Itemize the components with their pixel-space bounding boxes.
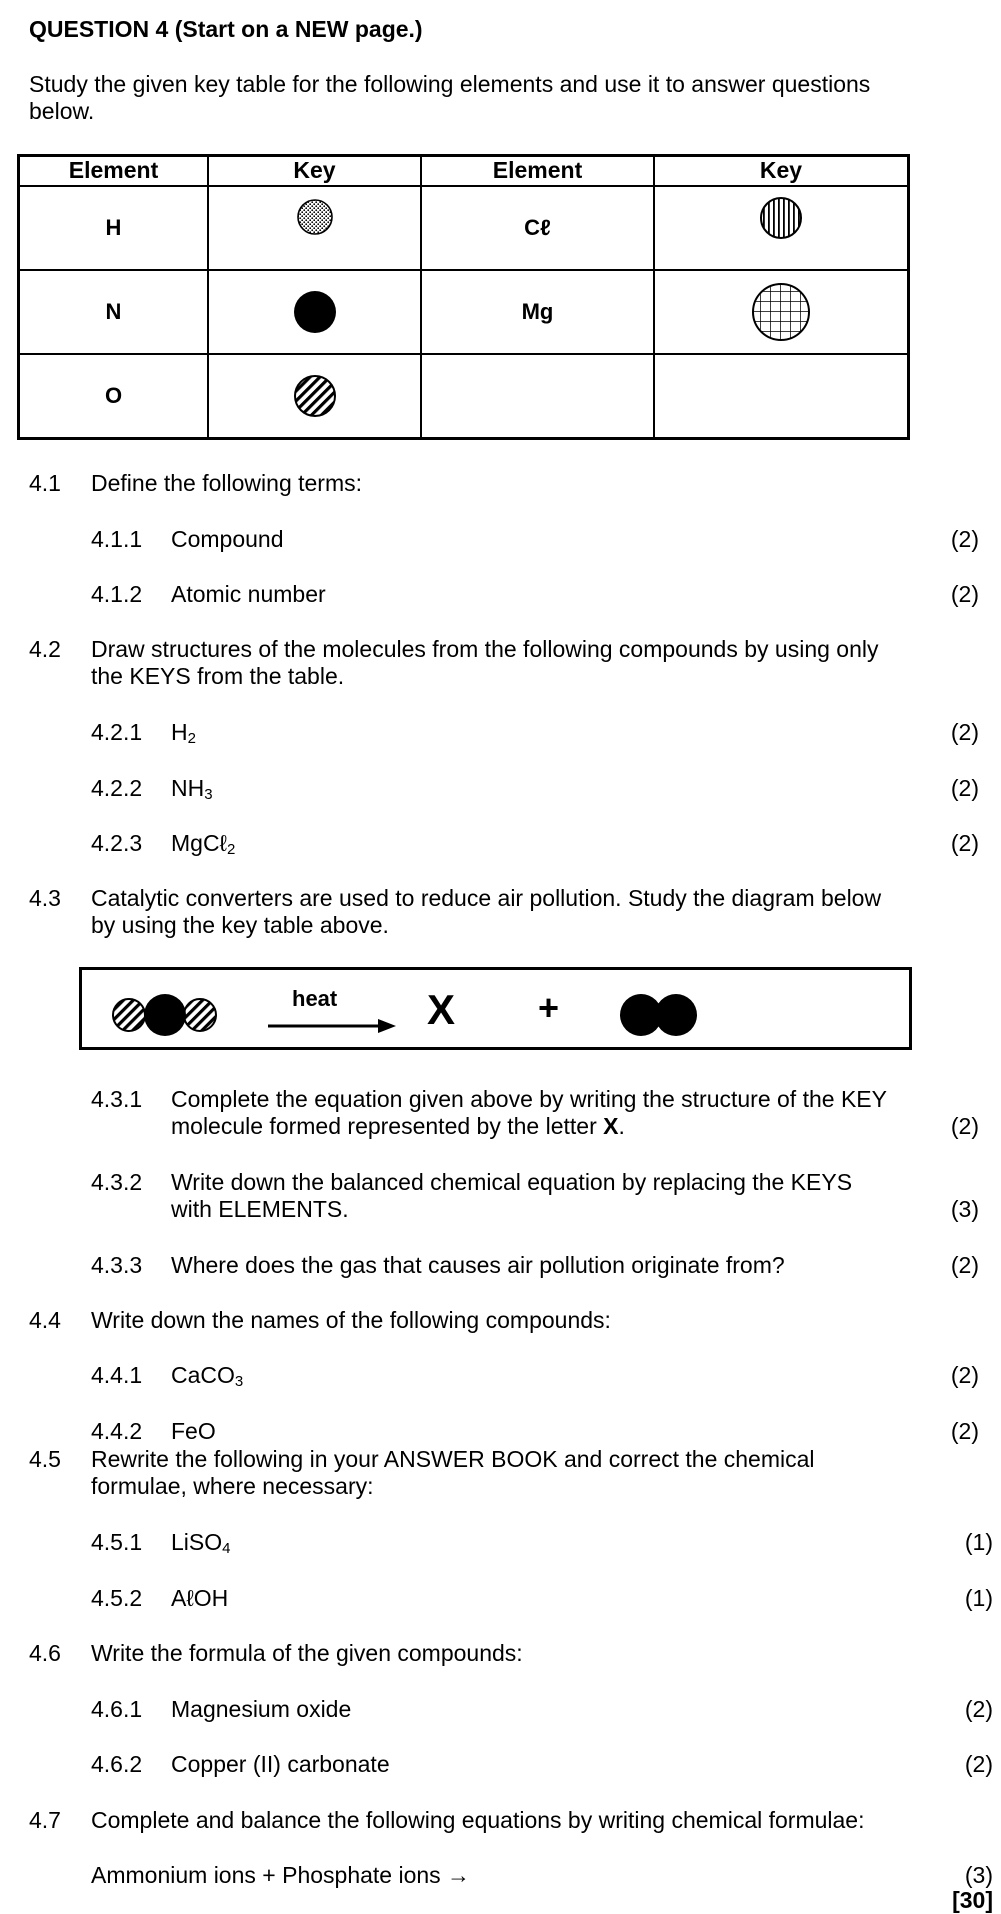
empty-key-cell: [654, 354, 909, 439]
subquestion-number: 4.1.2: [91, 581, 143, 607]
formula: LiSO$_4$: [171, 1529, 231, 1557]
element-o: O: [19, 354, 209, 439]
key-magnesium: [654, 270, 909, 354]
reaction-drawing: [82, 970, 909, 1047]
question-number: 4.7: [29, 1807, 61, 1833]
element-mg: Mg: [421, 270, 654, 354]
subquestion-number: 4.2.2: [91, 775, 143, 801]
total-marks: [30]: [952, 1887, 993, 1913]
question-number: 4.5: [29, 1446, 61, 1472]
header-key-2: Key: [654, 156, 909, 187]
question-title: QUESTION 4 (Start on a NEW page.): [29, 16, 423, 42]
question-text: Write the formula of the given compounds:: [91, 1640, 523, 1666]
header-element-1: Element: [19, 156, 209, 187]
mark-allocation: (2): [964, 1751, 993, 1777]
mark-allocation: (1): [964, 1529, 993, 1555]
subquestion-number: 4.2.1: [91, 719, 143, 745]
subquestion-text: Where does the gas that causes air pollution originate from?: [171, 1252, 785, 1278]
mark-allocation: (2): [950, 526, 979, 552]
subquestion-text: Compound: [171, 526, 284, 552]
mark-allocation: (2): [964, 1696, 993, 1722]
question-number: 4.4: [29, 1307, 61, 1333]
subquestion-number: 4.4.2: [91, 1418, 143, 1444]
subquestion-number: 4.6.2: [91, 1751, 143, 1777]
question-text: Define the following terms:: [91, 470, 363, 496]
reaction-condition: heat: [292, 986, 338, 1011]
dotted-circle-icon: [295, 197, 335, 237]
key-oxygen: [208, 354, 421, 439]
table-header-row: [19, 156, 909, 187]
mark-allocation: (3): [950, 1196, 979, 1222]
formula: $H_2$: [171, 719, 196, 747]
subquestion-number: 4.6.1: [91, 1696, 143, 1722]
mark-allocation: (2): [950, 719, 979, 745]
arrow-head-icon: [378, 1019, 396, 1033]
subquestion-number: 4.3.3: [91, 1252, 143, 1278]
grid-circle-icon: [750, 281, 812, 343]
subquestion-number: 4.2.3: [91, 830, 143, 856]
subquestion-number: 4.5.2: [91, 1585, 143, 1611]
element-n: N: [19, 270, 209, 354]
mark-allocation: (2): [950, 1252, 979, 1278]
key-table: [17, 154, 910, 440]
nitrogen-atom-icon: [655, 994, 697, 1036]
element-h: H: [19, 186, 209, 270]
oxygen-atom-icon: [184, 999, 216, 1031]
question-text: Write down the names of the following compounds:: [91, 1307, 611, 1333]
question-text-line1: Draw structures of the molecules from the following compounds by using only: [91, 636, 879, 662]
subquestion-text: Copper (II) carbonate: [171, 1751, 390, 1777]
mark-allocation: (2): [950, 1362, 979, 1388]
plus-sign: +: [538, 987, 560, 1028]
formula: AℓOH: [171, 1585, 229, 1611]
subquestion-number: 4.5.1: [91, 1529, 143, 1555]
table-row: [19, 354, 909, 439]
subquestion-number: 4.3.2: [91, 1169, 143, 1195]
solid-black-circle-icon: [292, 289, 338, 335]
subquestion-number: 4.4.1: [91, 1362, 143, 1388]
question-text-line2: formulae, where necessary:: [91, 1473, 374, 1499]
question-text-line1: Rewrite the following in your ANSWER BOOK and correct the chemical: [91, 1446, 815, 1472]
question-number: 4.3: [29, 885, 61, 911]
oxygen-atom-icon: [113, 999, 145, 1031]
question-number: 4.6: [29, 1640, 61, 1666]
mark-allocation: (2): [950, 830, 979, 856]
formula: FeO: [171, 1418, 216, 1444]
question-number: 4.2: [29, 636, 61, 662]
table-row: [19, 270, 909, 354]
subquestion-number: 4.1.1: [91, 526, 143, 552]
element-cl: Cℓ: [421, 186, 654, 270]
header-element-2: Element: [421, 156, 654, 187]
vertical-lines-circle-icon: [758, 195, 804, 241]
question-text: Complete and balance the following equations by writing chemical formulae:: [91, 1807, 865, 1833]
question-number: 4.1: [29, 470, 61, 496]
key-chlorine: [654, 186, 909, 270]
subquestion-text-line1: Complete the equation given above by writing the structure of the KEY: [171, 1086, 887, 1112]
nitrogen-atom-icon: [144, 994, 186, 1036]
formula: MgCℓ$_2$: [171, 830, 236, 858]
subquestion-text-line2: with ELEMENTS.: [171, 1196, 349, 1222]
key-hydrogen: [208, 186, 421, 270]
mark-allocation: (2): [950, 1418, 979, 1444]
subquestion-text: Magnesium oxide: [171, 1696, 352, 1722]
question-text-line2: the KEYS from the table.: [91, 663, 345, 689]
product-label: X: [427, 986, 456, 1033]
formula: $NH_3$: [171, 775, 213, 803]
reaction-diagram: [79, 967, 912, 1050]
intro-text: Study the given key table for the following elements and use it to answer questions below.: [29, 71, 871, 124]
question-text-line2: by using the key table above.: [91, 912, 389, 938]
mark-allocation: (2): [950, 581, 979, 607]
mark-allocation: (2): [950, 1113, 979, 1139]
mark-allocation: (2): [950, 775, 979, 801]
equation-text: Ammonium ions + Phosphate ions →: [91, 1862, 471, 1888]
mark-allocation: (1): [964, 1585, 993, 1611]
formula: CaCO$_3$: [171, 1362, 244, 1390]
table-row: [19, 186, 909, 270]
header-key-1: Key: [208, 156, 421, 187]
diagonal-lines-circle-icon: [292, 373, 338, 419]
question-text-line1: Catalytic converters are used to reduce air pollution. Study the diagram below: [91, 885, 882, 911]
mark-allocation: (3): [964, 1862, 993, 1888]
subquestion-text: Atomic number: [171, 581, 326, 607]
subquestion-text-line2: molecule formed represented by the letter X.: [171, 1113, 625, 1139]
empty-element-cell: [421, 354, 654, 439]
subquestion-text-line1: Write down the balanced chemical equation by replacing the KEYS: [171, 1169, 853, 1195]
subquestion-number: 4.3.1: [91, 1086, 143, 1112]
key-nitrogen: [208, 270, 421, 354]
